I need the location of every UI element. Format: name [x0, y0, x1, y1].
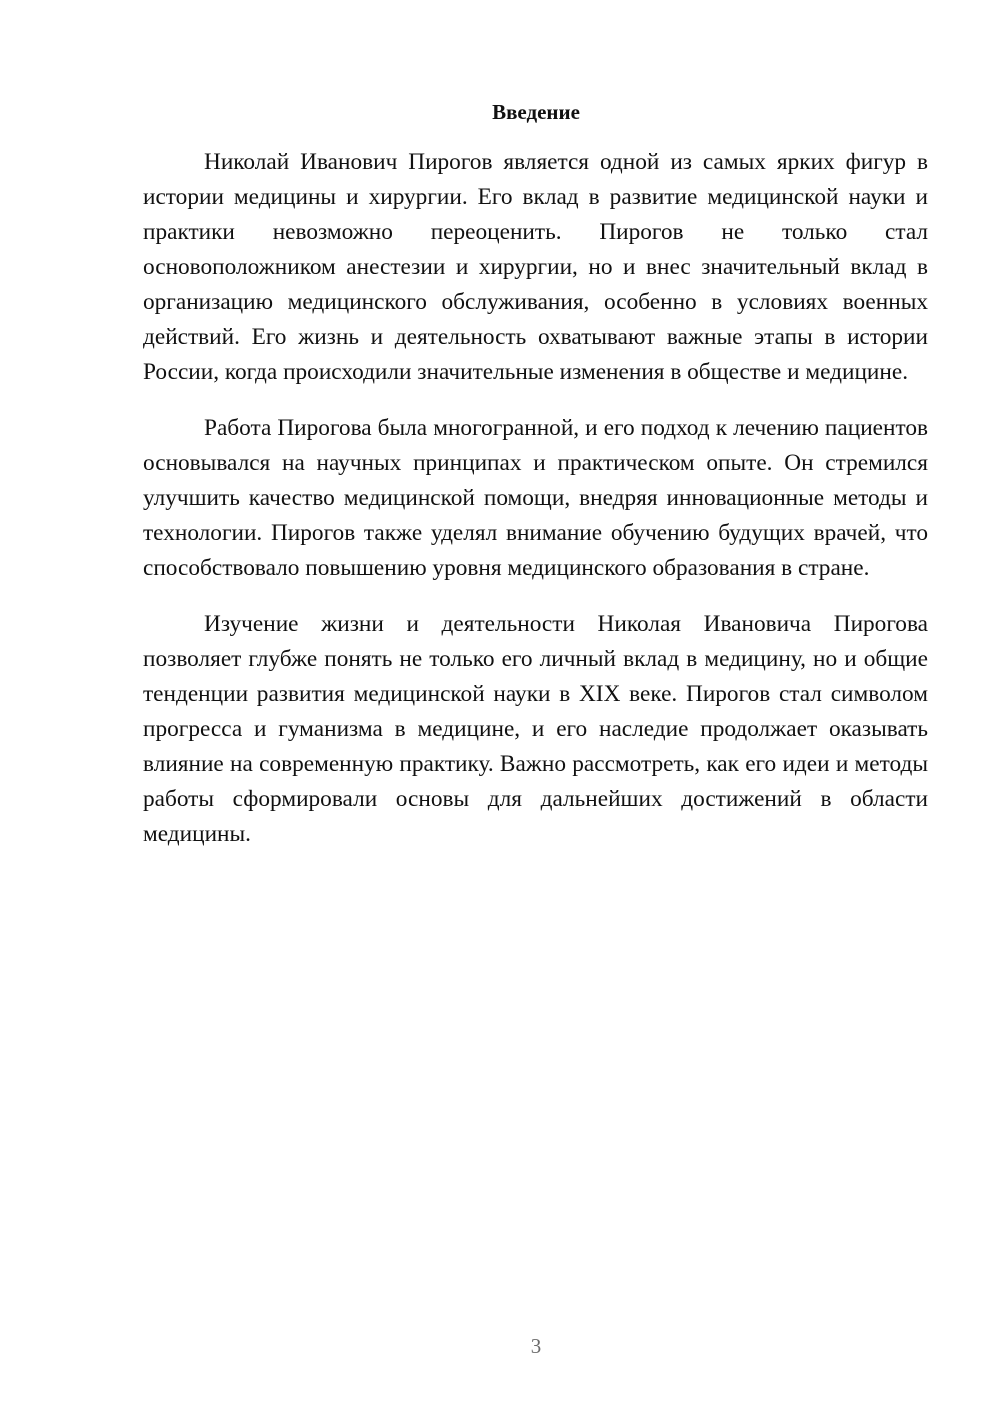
paragraph-1: Николай Иванович Пирогов является одной из самых ярких фигур в истории медицины и хирургии. Его вклад в развитие медицинской науки и практики невозможно переоценить. Пирогов не только стал основоположником анестезии и хирургии, но и внес значительный вклад в организацию медицинского обслуживания, особенно в условиях военных действий. Его жизнь и деятельность охватывают важные этапы в истории России, когда происходили значительные изменения в обществе и медицине. — [143, 149, 928, 385]
section-heading: Введение — [492, 100, 580, 124]
paragraph-3: Изучение жизни и деятельности Николая Ивановича Пирогова позволяет глубже понять не только его личный вклад в медицину, но и общие тенденции развития медицинской науки в XIX веке. Пирогов стал символом прогресса и гуманизма в медицине, и его наследие продолжает оказывать влияние на современную практику. Важно рассмотреть, как его идеи и методы работы сформировали основы для дальнейших достижений в области медицины. — [143, 611, 928, 847]
paragraph-2: Работа Пирогова была многогранной, и его подход к лечению пациентов основывался на научных принципах и практическом опыте. Он стремился улучшить качество медицинской помощи, внедряя инновационные методы и технологии. Пирогов также уделял внимание обучению будущих врачей, что способствовало повышению уровня медицинского образования в стране. — [143, 415, 928, 581]
page-number: 3 — [530, 1334, 542, 1358]
body-text — [143, 145, 928, 873]
